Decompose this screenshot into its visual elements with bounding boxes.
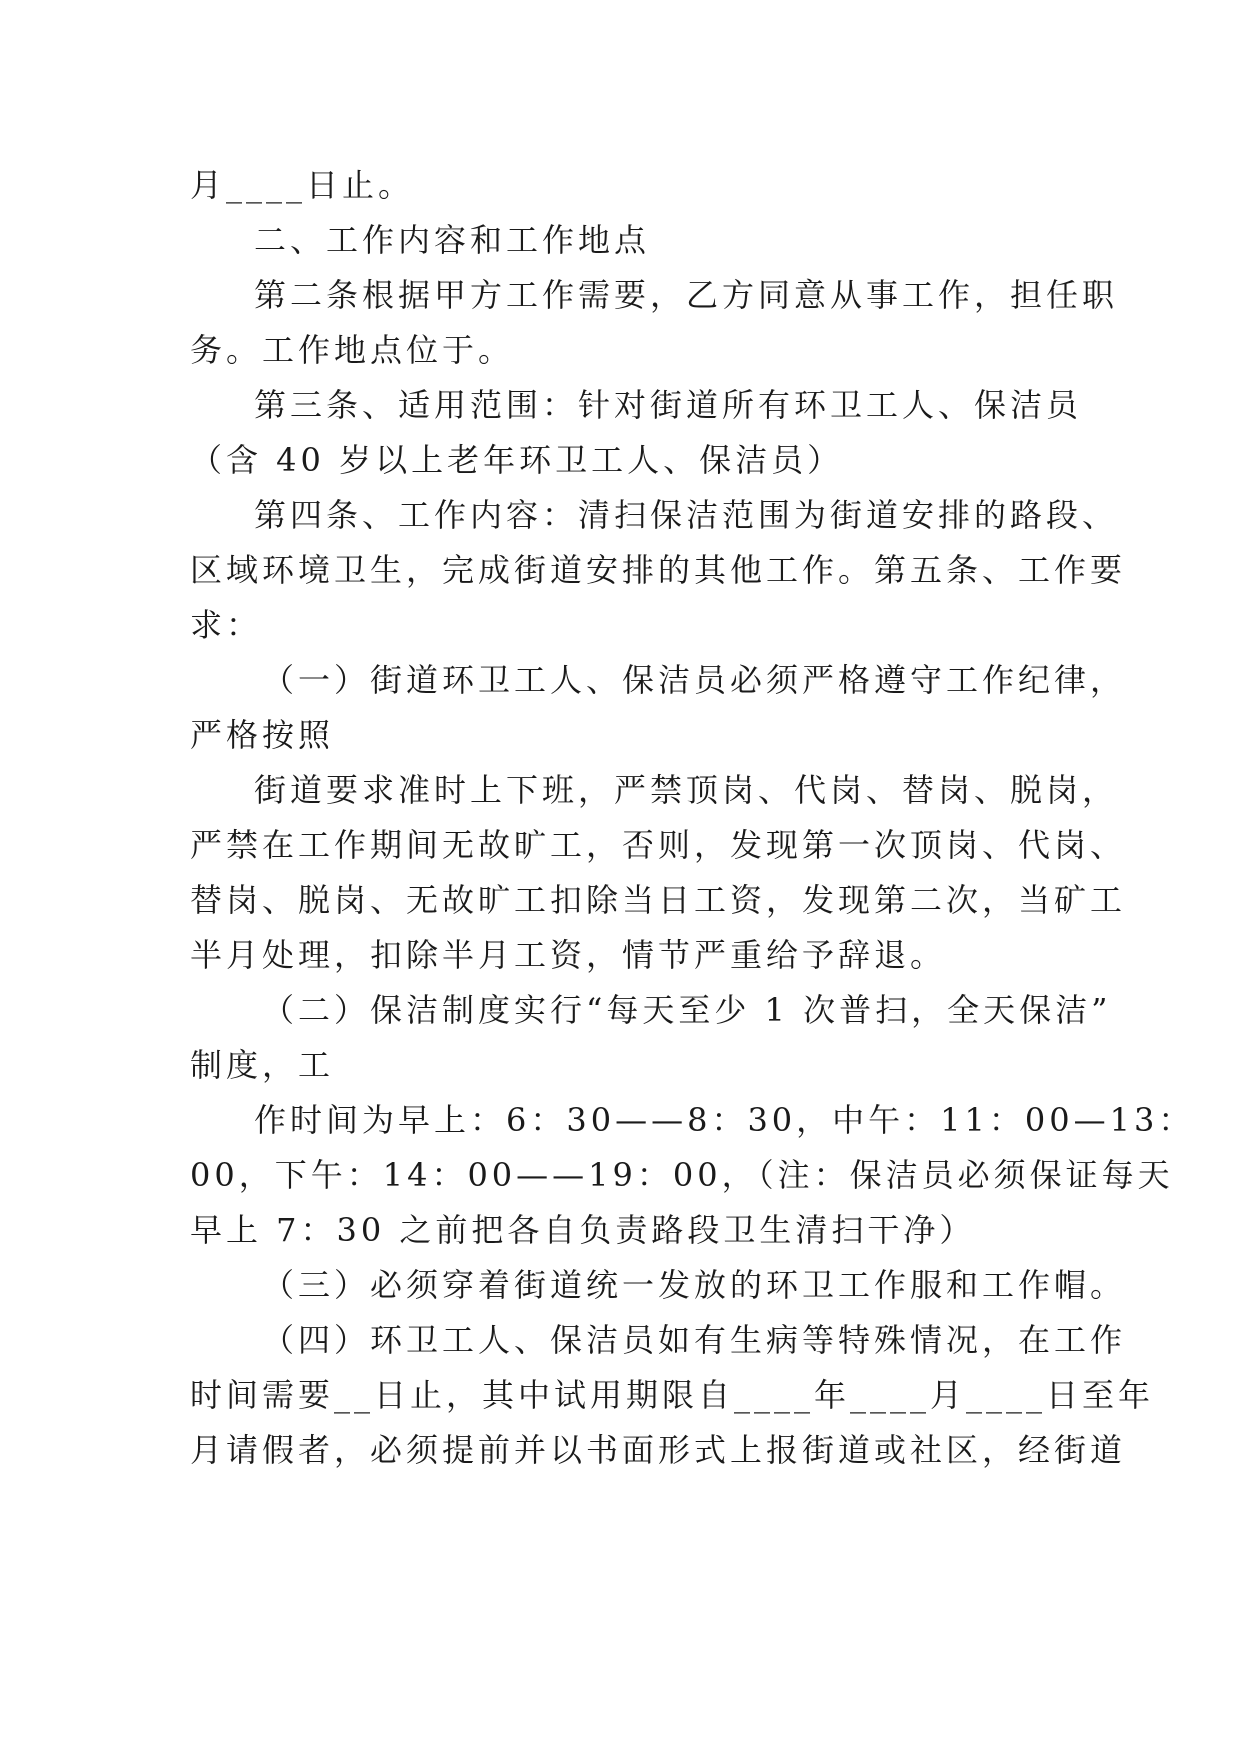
text-line: 月____日止。 [190,166,415,204]
text-line: 务。工作地点位于。 [190,331,515,369]
text-line: （含 40 岁以上老年环卫工人、保洁员） [190,441,844,479]
text-line: 半月处理，扣除半月工资，情节严重给予辞退。 [190,936,947,974]
text-line: （一）街道环卫工人、保洁员必须严格遵守工作纪律， [262,661,1127,699]
text-line: 制度，工 [190,1046,335,1084]
text-line: 作时间为早上：6：30——8：30，中午：11：00—13： [254,1101,1195,1139]
text-line: 区域环境卫生，完成街道安排的其他工作。第五条、工作要 [190,551,1127,589]
text-line: （四）环卫工人、保洁员如有生病等特殊情况，在工作 [262,1321,1127,1359]
text-line: 严禁在工作期间无故旷工，否则，发现第一次顶岗、代岗、 [190,826,1127,864]
text-line: 街道要求准时上下班，严禁顶岗、代岗、替岗、脱岗， [254,771,1119,809]
text-line: 严格按照 [190,716,335,754]
text-line: 00，下午：14：00——19：00，（注：保洁员必须保证每天 [190,1156,1174,1194]
text-line: 早上 7：30 之前把各自负责路段卫生清扫干净） [190,1211,976,1249]
text-line: 月请假者，必须提前并以书面形式上报街道或社区，经街道 [190,1431,1127,1469]
text-line: 第二条根据甲方工作需要，乙方同意从事工作，担任职 [254,276,1119,314]
text-line: 替岗、脱岗、无故旷工扣除当日工资，发现第二次，当矿工 [190,881,1127,919]
text-line: （二）保洁制度实行“每天至少 1 次普扫，全天保洁” [262,991,1112,1029]
text-line: 求： [190,606,263,644]
text-line: 时间需要__日止，其中试用期限自____年____月____日至年 [190,1376,1155,1414]
text-line: 第三条、适用范围：针对街道所有环卫工人、保洁员 [254,386,1083,424]
text-line: （三）必须穿着街道统一发放的环卫工作服和工作帽。 [262,1266,1127,1304]
text-line: 第四条、工作内容：清扫保洁范围为街道安排的路段、 [254,496,1119,534]
section-heading: 二、工作内容和工作地点 [254,221,651,259]
